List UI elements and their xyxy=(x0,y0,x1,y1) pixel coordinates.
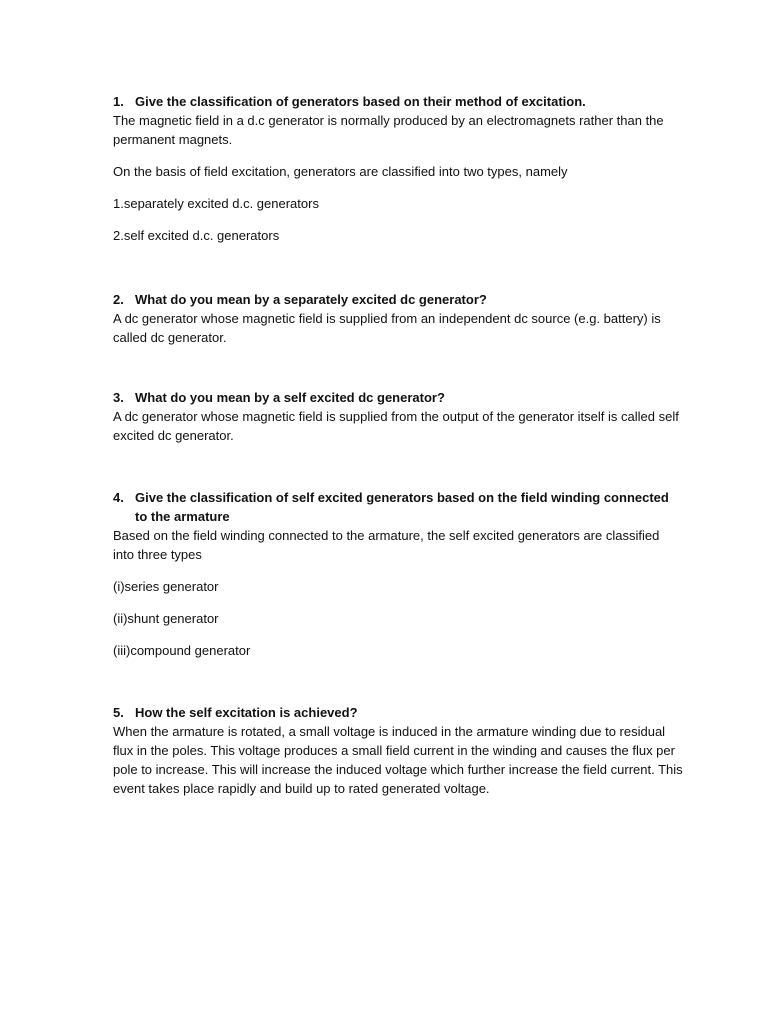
question-text: Give the classification of generators based on their method of excitation. xyxy=(135,94,586,109)
question-number: 4. xyxy=(113,490,124,505)
question-number: 3. xyxy=(113,390,124,405)
question-text: Give the classification of self excited generators based on the field winding connected to the armature xyxy=(135,490,669,524)
answer-list-item: 2.self excited d.c. generators xyxy=(113,228,280,243)
question-block-3 xyxy=(113,388,683,445)
answer-paragraph: A dc generator whose magnetic field is supplied from the output of the generator itself is called self excited dc generator. xyxy=(113,409,679,443)
answer-paragraph: On the basis of field excitation, generators are classified into two types, namely xyxy=(113,164,568,179)
question-heading xyxy=(113,703,683,722)
question-heading xyxy=(113,290,683,309)
document-page xyxy=(113,92,683,798)
question-block-5 xyxy=(113,703,683,798)
answer-paragraph: A dc generator whose magnetic field is supplied from an independent dc source (e.g. battery) is called dc generator. xyxy=(113,311,661,345)
question-block-1 xyxy=(113,92,683,245)
answer-paragraph: Based on the field winding connected to the armature, the self excited generators are classified into three types xyxy=(113,528,660,562)
question-block-4 xyxy=(113,488,683,660)
question-text: How the self excitation is achieved? xyxy=(135,705,358,720)
answer-list-item: 1.separately excited d.c. generators xyxy=(113,196,319,211)
question-heading xyxy=(113,92,683,111)
answer-paragraph: When the armature is rotated, a small voltage is induced in the armature winding due to residual flux in the poles. This voltage produces a small field current in the winding and causes the flux per pole to increase. This will increase the induced voltage which further increase the field current. This event takes place rapidly and build up to rated generated voltage. xyxy=(113,724,683,796)
answer-list-item: (ii)shunt generator xyxy=(113,611,219,626)
question-heading xyxy=(113,488,683,526)
question-block-2 xyxy=(113,290,683,347)
question-text: What do you mean by a self excited dc generator? xyxy=(135,390,445,405)
answer-paragraph: The magnetic field in a d.c generator is normally produced by an electromagnets rather than the permanent magnets. xyxy=(113,113,664,147)
answer-list-item: (iii)compound generator xyxy=(113,643,251,658)
question-number: 2. xyxy=(113,292,124,307)
question-number: 5. xyxy=(113,705,124,720)
question-number: 1. xyxy=(113,94,124,109)
answer-list-item: (i)series generator xyxy=(113,579,219,594)
question-heading xyxy=(113,388,683,407)
question-text: What do you mean by a separately excited dc generator? xyxy=(135,292,487,307)
